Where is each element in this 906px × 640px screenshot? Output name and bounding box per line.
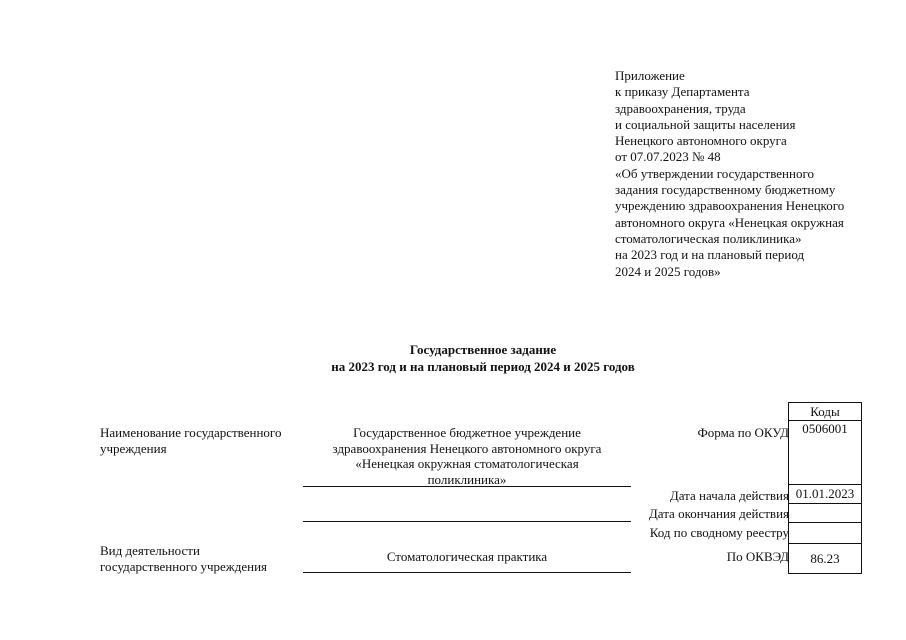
appendix-line: учреждению здравоохранения Ненецкого — [615, 198, 845, 214]
end-date-value — [789, 504, 862, 523]
appendix-line: к приказу Департамента — [615, 84, 750, 100]
document-subtitle: на 2023 год и на плановый период 2024 и 2025 годов — [331, 359, 635, 374]
okud-label: Форма по ОКУД — [697, 425, 789, 440]
document-title: Государственное задание — [409, 342, 557, 357]
activity-value: Стоматологическая практика — [386, 549, 548, 564]
activity-label: Вид деятельности государственного учреждения — [100, 543, 268, 574]
registry-code-value — [789, 523, 862, 544]
okved-code: 86.23 — [789, 544, 862, 574]
activity-underline — [303, 572, 631, 573]
appendix-line: от 07.07.2023 № 48 — [615, 149, 721, 165]
appendix-line: стоматологическая поликлиника» — [615, 230, 802, 246]
blank-underline — [303, 521, 631, 522]
registry-code-label: Код по сводному реестру — [649, 525, 789, 540]
appendix-line: на 2023 год и на плановый период — [615, 247, 805, 263]
okud-code: 0506001 — [789, 421, 862, 485]
codes-header: Коды — [789, 403, 862, 421]
appendix-note — [615, 68, 844, 280]
appendix-line: и социальной защиты населения — [615, 116, 796, 132]
appendix-line: Приложение — [615, 68, 685, 83]
start-date-label: Дата начала действия — [669, 488, 789, 503]
appendix-line: здравоохранения, труда — [615, 100, 746, 116]
institution-underline — [303, 486, 631, 487]
codes-table — [788, 402, 862, 574]
appendix-line: задания государственному бюджетному — [615, 182, 836, 198]
appendix-line: Ненецкого автономного округа — [615, 133, 787, 149]
institution-label: Наименование государственного учреждения — [100, 425, 282, 456]
appendix-line: автономного округа «Ненецкая окружная — [615, 214, 844, 230]
appendix-line: «Об утверждении государственного — [615, 165, 814, 181]
institution-name: Государственное бюджетное учреждение здравоохранения Ненецкого автономного округа «Ненецкая окружная стоматологическая поликлиника» — [332, 425, 602, 487]
start-date-value: 01.01.2023 — [789, 485, 862, 504]
end-date-label: Дата окончания действия — [648, 506, 789, 521]
okved-label: По ОКВЭД — [726, 549, 789, 564]
appendix-line: 2024 и 2025 годов» — [615, 263, 721, 279]
